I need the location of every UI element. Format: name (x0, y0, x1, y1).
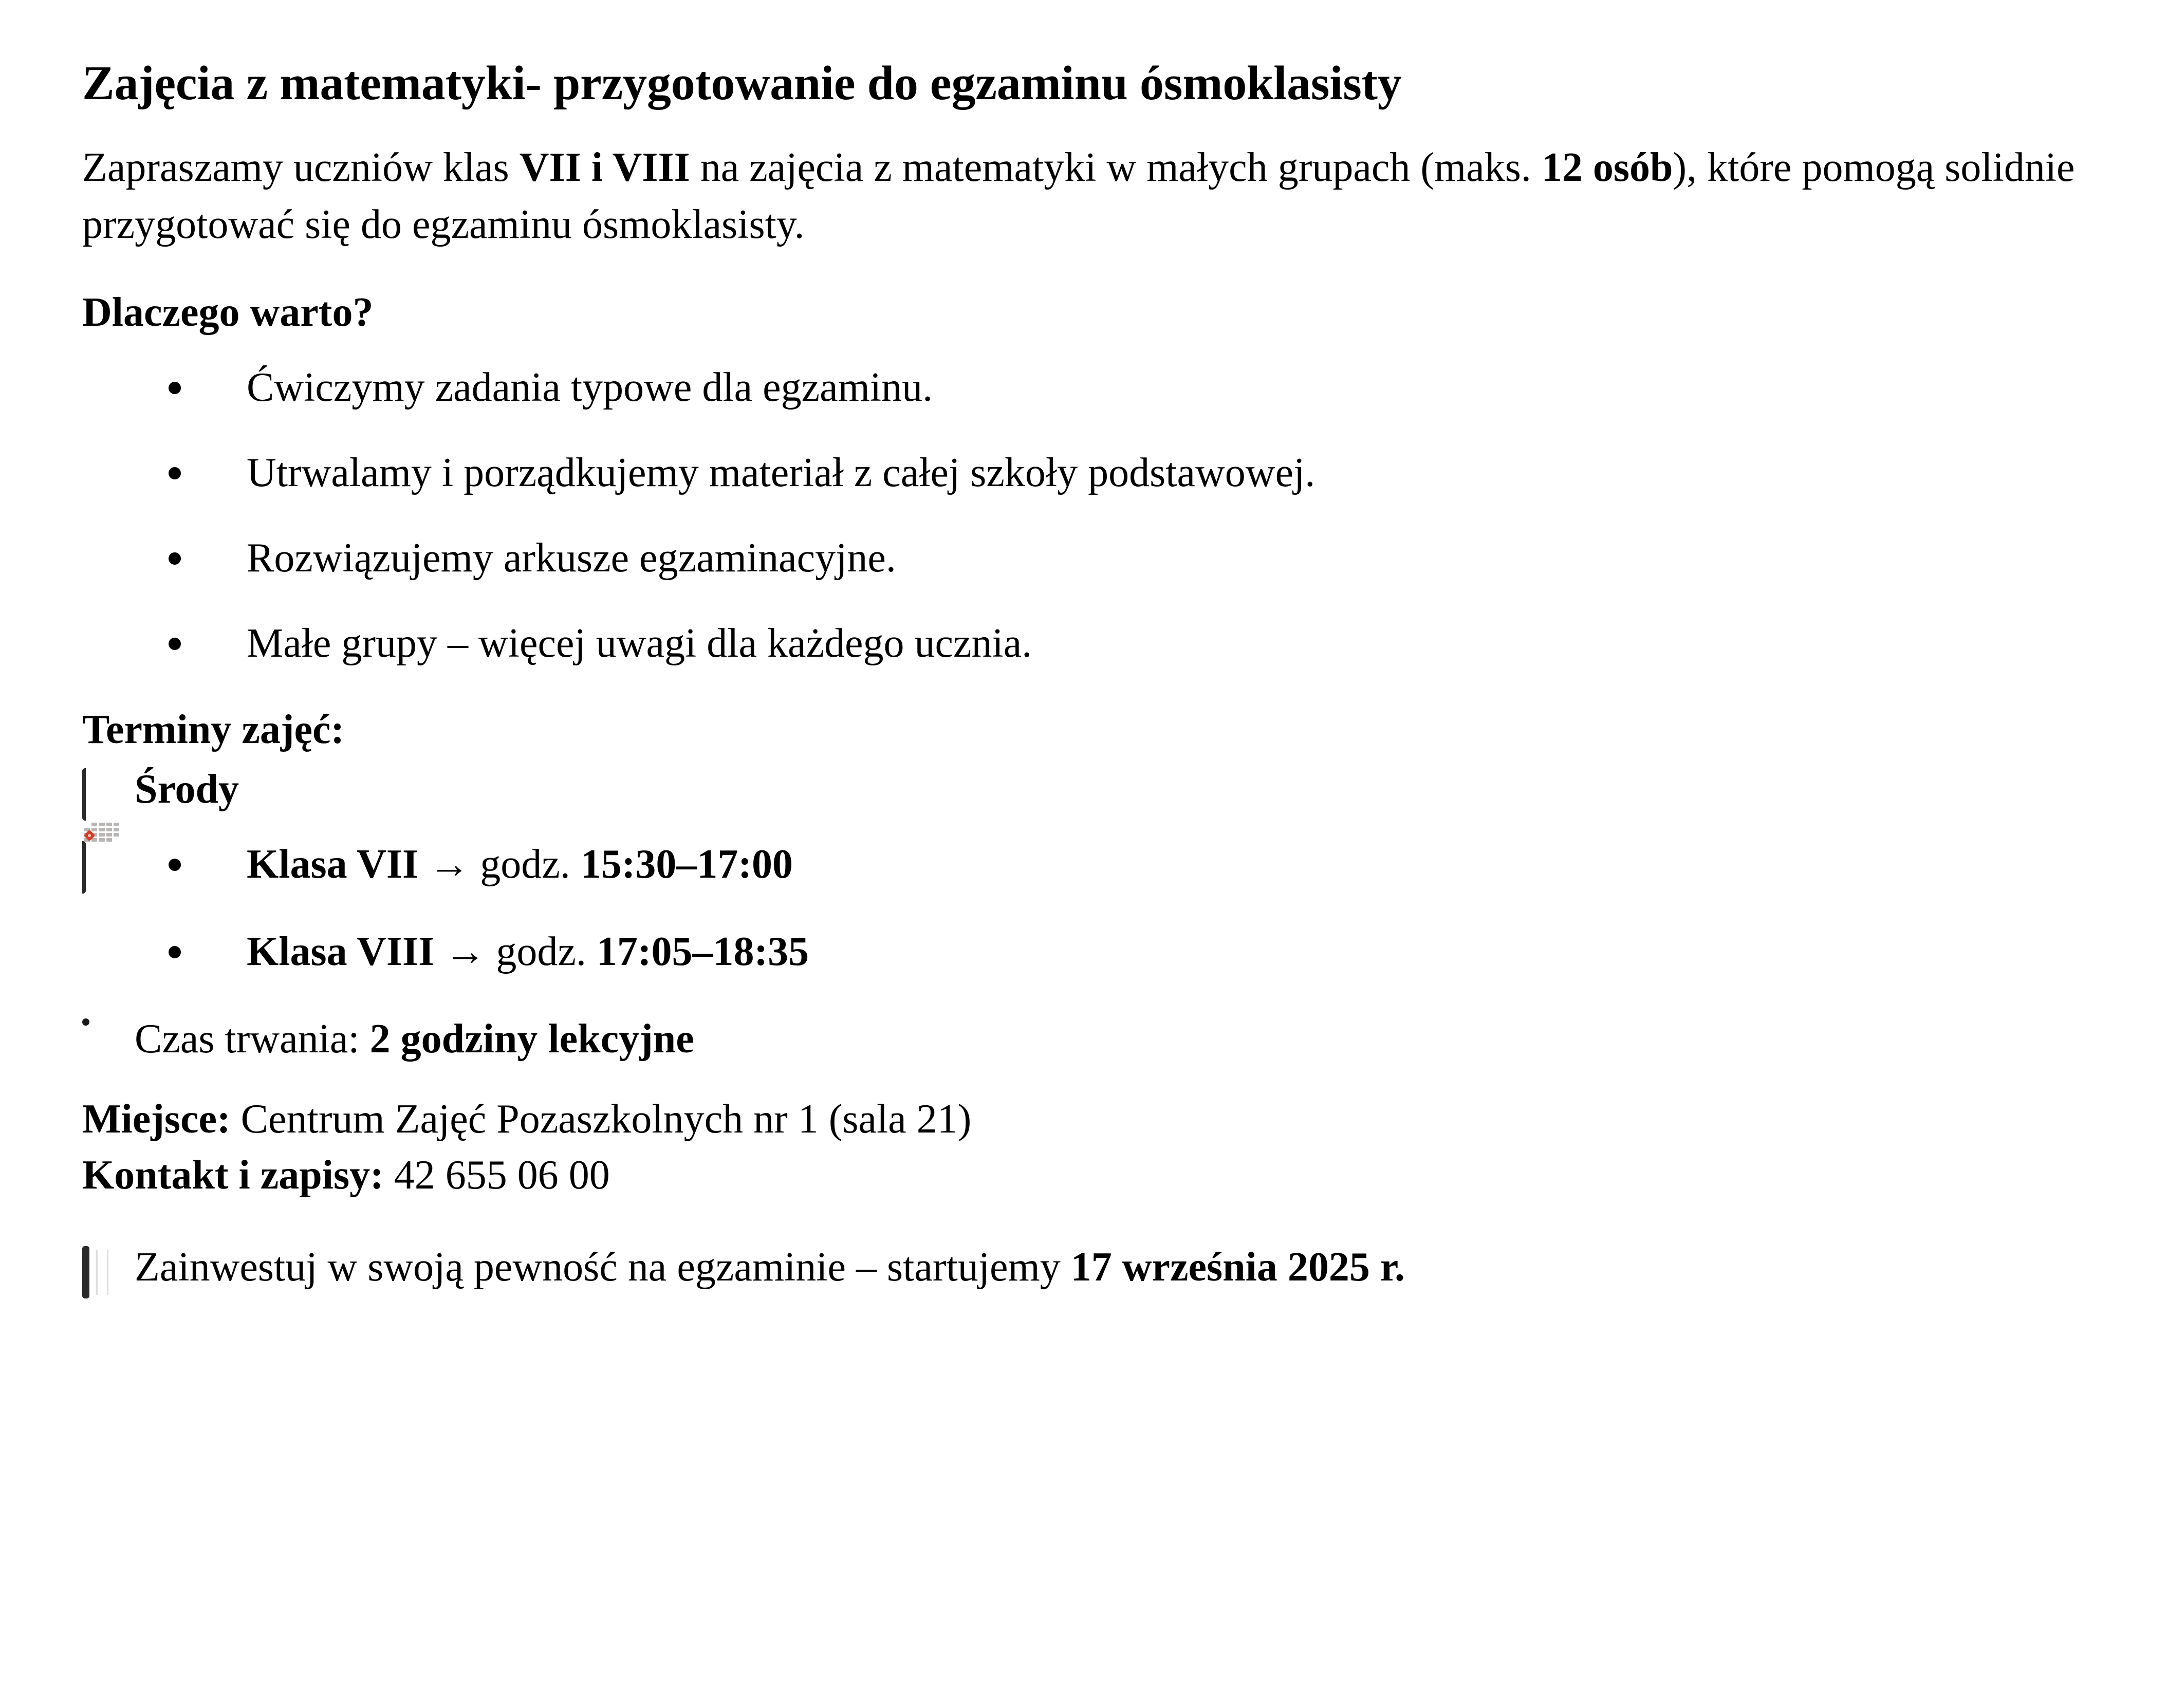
why-bullet-list (82, 339, 2086, 670)
duration-value: 2 godziny lekcyjne (369, 1016, 694, 1062)
place-value: Centrum Zajęć Pozaszkolnych nr 1 (sala 21) (230, 1097, 972, 1142)
list-item-label: Utrwalamy i porządkujemy materiał z całej szkoły podstawowej. (247, 450, 1315, 496)
intro-text-part3: ), które pomogą solidnie przygotować się do egzaminu ósmoklasisty. (82, 145, 2075, 247)
list-item (82, 838, 2086, 891)
slot-class-label: Klasa VII (247, 842, 419, 887)
intro-classes: VII i VIII (519, 145, 690, 191)
closing-text (121, 1241, 1405, 1293)
schedule-day-row (82, 756, 2086, 815)
list-item-label: Ćwiczymy zadania typowe dla egzaminu. (247, 365, 933, 411)
list-item-label: Małe grupy – więcej uwagi dla każdego ucznia. (247, 621, 1032, 666)
bullet-dot-icon (169, 946, 181, 958)
intro-max-count: 12 osób (1541, 145, 1673, 191)
list-item-label: Rozwiązujemy arkusze egzaminacyjne. (247, 535, 896, 581)
schedule-heading: Terminy zajęć: (82, 707, 345, 753)
closing-start-date: 17 września 2025 r. (1070, 1244, 1405, 1290)
slot-arrow-label: → godz. (434, 929, 597, 975)
schedule-slot-list (82, 815, 2086, 978)
duration-row (82, 978, 2086, 1065)
list-item (82, 446, 2086, 499)
hourglass-icon (82, 1018, 121, 1060)
schedule-day-label: Środy (135, 767, 239, 812)
bullet-dot-icon (169, 382, 181, 394)
bullet-dot-icon (169, 859, 181, 871)
bullet-dot-icon (169, 552, 181, 565)
page-title-dash: - (525, 57, 554, 110)
calendar-icon (82, 769, 121, 810)
slot-class-label: Klasa VIII (247, 929, 435, 975)
bullet-dot-icon (169, 638, 181, 650)
chart-increasing-icon (82, 1247, 121, 1288)
duration-text (121, 1013, 694, 1065)
why-heading: Dlaczego warto? (82, 290, 374, 336)
contact-block (82, 1065, 2086, 1203)
page-title-rest: przygotowanie do egzaminu ósmoklasisty (553, 57, 1402, 110)
page-title-main: Zajęcia z matematyki (82, 57, 526, 110)
contact-value: 42 655 06 00 (383, 1152, 610, 1198)
intro-text-part1: Zapraszamy uczniów klas (82, 145, 520, 191)
intro-text-part2: na zajęcia z matematyki w małych grupach (maks. (690, 145, 1542, 191)
contact-label: Kontakt i zapisy: (82, 1152, 384, 1198)
intro-paragraph (82, 110, 2086, 253)
bullet-dot-icon (169, 467, 181, 479)
list-item (82, 361, 2086, 414)
page-title (82, 0, 2086, 110)
closing-row (82, 1203, 2086, 1293)
slot-time-value: 17:05–18:35 (596, 929, 809, 975)
place-row (82, 1091, 2086, 1147)
slot-time-value: 15:30–17:00 (580, 842, 793, 887)
list-item (82, 531, 2086, 585)
list-item (82, 617, 2086, 670)
place-label: Miejsce: (82, 1097, 231, 1142)
closing-message: Zainwestuj w swoją pewność na egzaminie – startujemy (135, 1244, 1071, 1290)
list-item (82, 925, 2086, 978)
duration-label: Czas trwania: (135, 1016, 370, 1062)
contact-row (82, 1147, 2086, 1203)
slot-arrow-label: → godz. (418, 842, 581, 887)
